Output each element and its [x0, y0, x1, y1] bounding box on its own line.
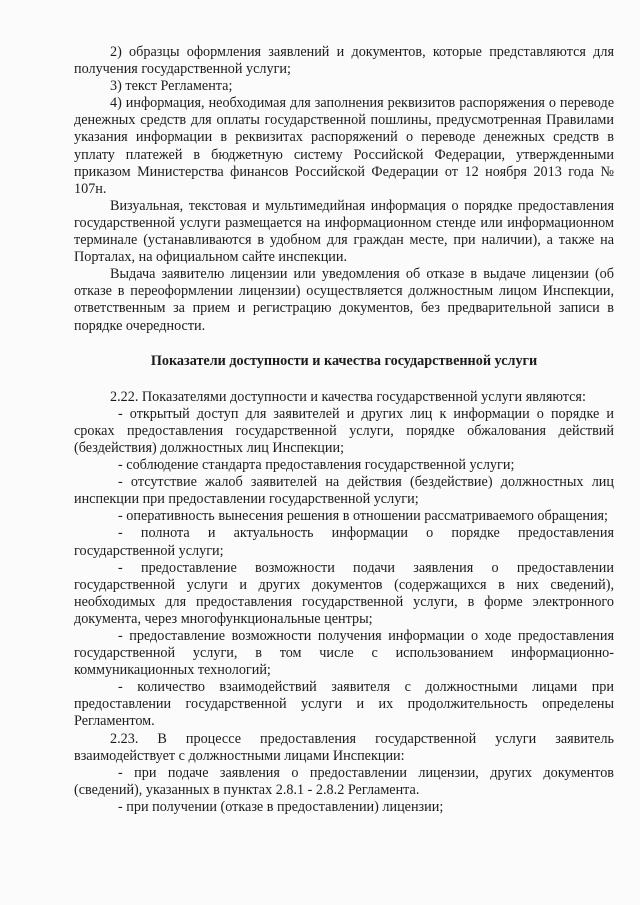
section-heading: Показатели доступности и качества государственной услуги — [150, 352, 538, 369]
paragraph-visual-info: Визуальная, текстовая и мультимедийная информация о порядке предоставления государственной услуги размещается на информационном стенде или информационном терминале (устанавливаются в удобном для граждан месте, при наличии), а также на Порталах, на официальном сайте инспекции. — [74, 197, 614, 266]
list-item: - предоставление возможности подачи заявления о предоставлении государственной услуги и других документов (содержащихся в них сведений), необходимых для предоставления государственной услуги, в форме электронного документа, через многофункциональные центры; — [74, 559, 614, 627]
list-item: - при подаче заявления о предоставлении лицензии, других документов (сведений), указанных в пунктах 2.8.1 - 2.8.2 Регламента. — [74, 764, 614, 798]
list-item: - предоставление возможности получения информации о ходе предоставления государственной услуги, в том числе с использованием информационно-коммуникационных технологий; — [74, 628, 614, 679]
list-item: - оперативность вынесения решения в отношении рассматриваемого обращения; — [118, 508, 608, 525]
paragraph-license-issue: Выдача заявителю лицензии или уведомления об отказе в выдаче лицензии (об отказе в переоформлении лицензии) осуществляется должностным лицом Инспекции, ответственным за прием и регистрацию документов, без предварительной записи в порядке очередности. — [74, 266, 614, 334]
list-item: - полнота и актуальность информации о порядке предоставления государственной услуги; — [74, 525, 614, 559]
paragraph-item-2: 2) образцы оформления заявлений и документов, которые представляются для получения государственной услуги; — [74, 44, 614, 78]
paragraph-item-4: 4) информация, необходимая для заполнения реквизитов распоряжения о переводе денежных средств для оплаты государственной пошлины, предусмотренная Правилами указания информации в реквизитах распоряжений о переводе денежных средств в уплату платежей в бюджетную систему Российской Федерации, утвержденными приказом Министерства финансов Российской Федерации от 12 ноября 2013 года № 107н. — [74, 95, 614, 197]
list-item: - количество взаимодействий заявителя с должностными лицами при предоставлении государственной услуги и их продолжительность определены Регламентом. — [74, 679, 614, 730]
page-text — [74, 44, 614, 816]
list-item: - открытый доступ для заявителей и других лиц к информации о порядке и сроках предоставления государственной услуги, порядке обжалования действий (бездействия) должностных лиц Инспекции; — [74, 405, 614, 456]
paragraph-2-23: 2.23. В процессе предоставления государственной услуги заявитель взаимодействует с должностными лицами Инспекции: — [74, 730, 614, 764]
list-item: - при получении (отказе в предоставлении) лицензии; — [118, 798, 444, 815]
paragraph-item-3: 3) текст Регламента; — [110, 78, 233, 95]
paragraph-2-22: 2.22. Показателями доступности и качества государственной услуги являются: — [110, 388, 586, 405]
list-item: - отсутствие жалоб заявителей на действия (бездействие) должностных лиц инспекции при предоставлении государственной услуги; — [74, 474, 614, 508]
list-item: - соблюдение стандарта предоставления государственной услуги; — [118, 457, 515, 474]
